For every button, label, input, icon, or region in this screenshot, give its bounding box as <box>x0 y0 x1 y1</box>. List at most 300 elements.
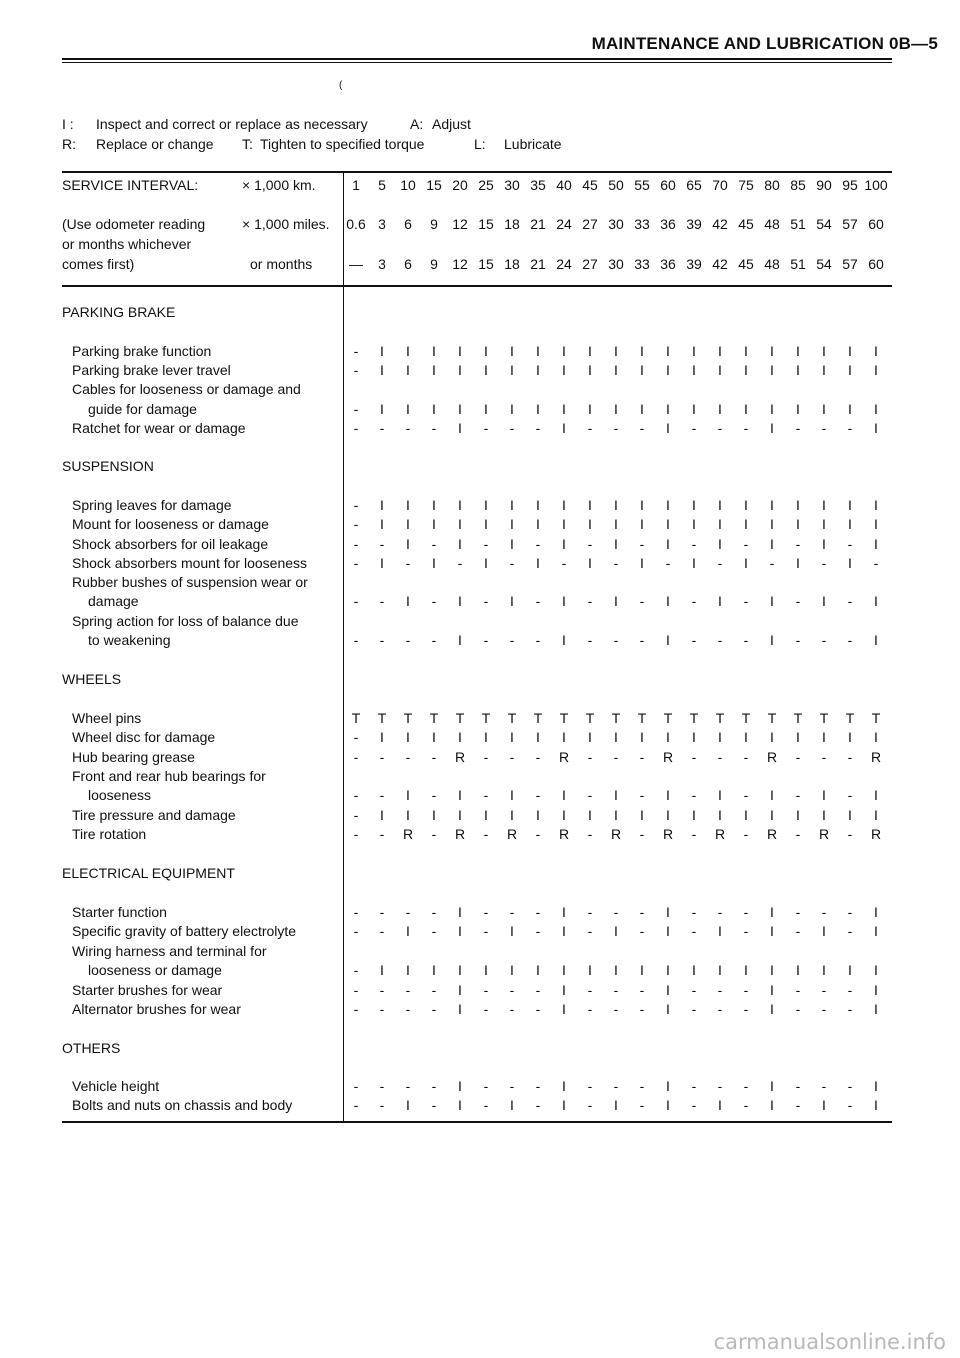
schedule-mark: I <box>380 555 384 571</box>
schedule-mark: - <box>743 826 749 842</box>
schedule-row <box>346 362 880 380</box>
schedule-mark: - <box>743 923 749 939</box>
schedule-mark: I <box>406 343 410 359</box>
schedule-mark: I <box>848 343 852 359</box>
schedule-mark: - <box>847 904 853 920</box>
interval-months-value: 24 <box>556 256 572 272</box>
schedule-mark: I <box>484 962 488 978</box>
schedule-mark: - <box>717 632 723 648</box>
item-label: Wiring harness and terminal for <box>72 943 267 959</box>
interval-note-line-3: comes first) <box>62 256 135 272</box>
schedule-mark: I <box>458 923 462 939</box>
schedule-mark: I <box>614 593 618 609</box>
schedule-mark: - <box>821 555 827 571</box>
schedule-mark: - <box>379 904 385 920</box>
schedule-mark: - <box>613 555 619 571</box>
schedule-mark: R <box>870 826 882 842</box>
interval-miles-value: 21 <box>530 216 546 232</box>
item-label: Wheel pins <box>72 710 142 726</box>
schedule-mark: I <box>666 982 670 998</box>
schedule-mark: I <box>536 555 540 571</box>
schedule-mark: I <box>484 516 488 532</box>
schedule-mark: - <box>717 1078 723 1094</box>
interval-months-value: 60 <box>868 256 884 272</box>
schedule-mark: - <box>353 1078 359 1094</box>
schedule-mark: - <box>613 1001 619 1017</box>
schedule-mark: I <box>432 343 436 359</box>
schedule-mark: I <box>432 516 436 532</box>
schedule-mark: I <box>458 1001 462 1017</box>
schedule-mark: T <box>481 710 491 726</box>
schedule-mark: I <box>406 729 410 745</box>
schedule-mark: I <box>432 729 436 745</box>
schedule-mark: - <box>795 749 801 765</box>
schedule-row <box>346 904 880 922</box>
schedule-mark: - <box>691 826 697 842</box>
schedule-mark: I <box>822 401 826 417</box>
schedule-mark: I <box>562 536 566 552</box>
schedule-mark: - <box>353 923 359 939</box>
schedule-mark: I <box>770 1001 774 1017</box>
schedule-mark: I <box>874 1078 878 1094</box>
interval-months-value: 39 <box>686 256 702 272</box>
schedule-mark: - <box>795 632 801 648</box>
schedule-mark: T <box>663 710 673 726</box>
schedule-mark: - <box>665 555 671 571</box>
schedule-mark: I <box>614 729 618 745</box>
item-label: guide for damage <box>88 401 197 417</box>
schedule-mark: I <box>614 401 618 417</box>
schedule-mark: I <box>458 807 462 823</box>
schedule-row <box>346 536 880 554</box>
schedule-mark: I <box>796 497 800 513</box>
interval-months-value: 27 <box>582 256 598 272</box>
schedule-mark: I <box>380 729 384 745</box>
schedule-mark: - <box>587 787 593 803</box>
schedule-mark: - <box>353 982 359 998</box>
schedule-mark: - <box>847 1078 853 1094</box>
schedule-mark: I <box>640 555 644 571</box>
schedule-mark: I <box>744 343 748 359</box>
schedule-mark: - <box>353 787 359 803</box>
schedule-mark: I <box>406 362 410 378</box>
item-label: Parking brake lever travel <box>72 362 231 378</box>
item-label: Rubber bushes of suspension wear or <box>72 574 308 590</box>
schedule-mark: I <box>640 401 644 417</box>
item-label: Starter function <box>72 904 167 920</box>
schedule-mark: - <box>561 555 567 571</box>
schedule-mark: - <box>795 1001 801 1017</box>
schedule-mark: I <box>510 807 514 823</box>
schedule-mark: - <box>431 536 437 552</box>
schedule-mark: I <box>666 962 670 978</box>
schedule-mark: - <box>821 632 827 648</box>
schedule-mark: - <box>379 982 385 998</box>
schedule-mark: I <box>588 729 592 745</box>
legend-code-lubricate: L: <box>474 136 486 152</box>
schedule-mark: - <box>431 904 437 920</box>
schedule-mark: I <box>406 516 410 532</box>
schedule-mark: - <box>431 787 437 803</box>
schedule-mark: I <box>562 904 566 920</box>
schedule-mark: I <box>614 343 618 359</box>
schedule-mark: I <box>718 401 722 417</box>
table-bottom-rule <box>62 1121 892 1123</box>
schedule-mark: I <box>796 962 800 978</box>
interval-months-value: 6 <box>404 256 412 272</box>
schedule-mark: I <box>588 555 592 571</box>
schedule-mark: - <box>509 1078 515 1094</box>
schedule-mark: R <box>662 826 674 842</box>
schedule-mark: R <box>454 749 466 765</box>
item-label: Cables for looseness or damage and <box>72 381 301 397</box>
interval-months-value: 9 <box>430 256 438 272</box>
item-label: Spring action for loss of balance due <box>72 613 299 629</box>
interval-values-miles <box>346 216 884 234</box>
interval-miles-value: 39 <box>686 216 702 232</box>
schedule-mark: I <box>874 923 878 939</box>
schedule-mark: R <box>714 826 726 842</box>
schedule-mark: I <box>848 362 852 378</box>
schedule-mark: I <box>588 497 592 513</box>
schedule-mark: I <box>770 729 774 745</box>
interval-months-value: 48 <box>764 256 780 272</box>
schedule-mark: I <box>744 362 748 378</box>
item-label: Ratchet for wear or damage <box>72 420 246 436</box>
schedule-mark: - <box>483 632 489 648</box>
schedule-mark: I <box>692 401 696 417</box>
interval-months-value: 30 <box>608 256 624 272</box>
interval-miles-value: 9 <box>430 216 438 232</box>
schedule-mark: I <box>536 516 540 532</box>
interval-miles-value: 45 <box>738 216 754 232</box>
schedule-mark: - <box>379 826 385 842</box>
schedule-mark: I <box>458 497 462 513</box>
schedule-mark: I <box>770 923 774 939</box>
schedule-mark: - <box>379 1078 385 1094</box>
schedule-mark: I <box>822 343 826 359</box>
schedule-mark: - <box>717 420 723 436</box>
schedule-mark: - <box>431 593 437 609</box>
schedule-mark: I <box>432 962 436 978</box>
schedule-mark: I <box>770 632 774 648</box>
item-label: Wheel disc for damage <box>72 729 216 745</box>
schedule-mark: T <box>793 710 803 726</box>
schedule-mark: - <box>847 632 853 648</box>
schedule-row <box>346 497 880 515</box>
item-label: Hub bearing grease <box>72 749 195 765</box>
interval-note-line-1: (Use odometer reading <box>62 216 206 232</box>
schedule-mark: - <box>613 749 619 765</box>
schedule-mark: I <box>562 632 566 648</box>
schedule-mark: I <box>692 343 696 359</box>
schedule-row <box>346 401 880 419</box>
schedule-mark: R <box>506 826 518 842</box>
schedule-mark: - <box>483 593 489 609</box>
schedule-mark: I <box>458 593 462 609</box>
schedule-mark: I <box>718 962 722 978</box>
schedule-mark: I <box>692 555 696 571</box>
schedule-mark: I <box>380 516 384 532</box>
legend-text-adjust: Adjust <box>432 116 471 132</box>
schedule-mark: T <box>819 710 829 726</box>
interval-miles-value: 57 <box>842 216 858 232</box>
schedule-mark: - <box>353 807 359 823</box>
interval-months-value: 42 <box>712 256 728 272</box>
schedule-mark: R <box>818 826 830 842</box>
schedule-mark: I <box>588 962 592 978</box>
schedule-mark: I <box>692 807 696 823</box>
schedule-mark: - <box>795 787 801 803</box>
schedule-mark: I <box>770 362 774 378</box>
schedule-mark: - <box>379 1097 385 1113</box>
schedule-mark: I <box>406 497 410 513</box>
schedule-mark: I <box>432 555 436 571</box>
schedule-mark: I <box>380 401 384 417</box>
interval-miles-value: 36 <box>660 216 676 232</box>
schedule-mark: - <box>847 749 853 765</box>
schedule-mark: T <box>429 710 439 726</box>
schedule-mark: - <box>353 420 359 436</box>
schedule-mark: - <box>821 749 827 765</box>
item-label: Tire rotation <box>72 826 147 842</box>
schedule-mark: T <box>559 710 569 726</box>
schedule-mark: I <box>406 1097 410 1113</box>
schedule-mark: - <box>691 923 697 939</box>
schedule-row <box>346 343 880 361</box>
interval-miles-value: 51 <box>790 216 806 232</box>
schedule-mark: I <box>640 729 644 745</box>
schedule-mark: - <box>483 420 489 436</box>
item-label: Front and rear hub bearings for <box>72 768 266 784</box>
schedule-mark: I <box>406 593 410 609</box>
schedule-mark: I <box>536 729 540 745</box>
schedule-mark: I <box>848 555 852 571</box>
schedule-mark: - <box>743 420 749 436</box>
schedule-mark: - <box>535 787 541 803</box>
schedule-mark: - <box>717 904 723 920</box>
schedule-mark: I <box>744 497 748 513</box>
schedule-mark: - <box>587 904 593 920</box>
schedule-mark: - <box>795 420 801 436</box>
schedule-mark: I <box>718 807 722 823</box>
schedule-mark: I <box>458 1097 462 1113</box>
header-rule <box>62 58 892 60</box>
schedule-mark: I <box>614 516 618 532</box>
schedule-mark: - <box>535 1078 541 1094</box>
schedule-mark: I <box>822 729 826 745</box>
schedule-mark: - <box>483 923 489 939</box>
schedule-mark: I <box>666 1001 670 1017</box>
schedule-mark: I <box>666 1097 670 1113</box>
schedule-mark: I <box>432 807 436 823</box>
schedule-mark: - <box>743 749 749 765</box>
schedule-row <box>346 1078 880 1096</box>
schedule-mark: I <box>562 1097 566 1113</box>
schedule-mark: I <box>458 362 462 378</box>
schedule-mark: T <box>715 710 725 726</box>
schedule-mark: I <box>666 516 670 532</box>
schedule-mark: - <box>483 1078 489 1094</box>
schedule-mark: - <box>587 1001 593 1017</box>
header-rule-thin <box>62 62 892 63</box>
schedule-mark: I <box>770 1097 774 1113</box>
schedule-mark: I <box>718 343 722 359</box>
schedule-mark: T <box>689 710 699 726</box>
schedule-mark: I <box>562 420 566 436</box>
schedule-mark: - <box>795 923 801 939</box>
schedule-mark: I <box>432 401 436 417</box>
interval-km-value: 40 <box>556 177 572 193</box>
schedule-mark: T <box>871 710 881 726</box>
schedule-mark: I <box>666 1078 670 1094</box>
schedule-mark: - <box>535 904 541 920</box>
schedule-mark: - <box>379 536 385 552</box>
schedule-mark: R <box>558 826 570 842</box>
schedule-mark: I <box>458 420 462 436</box>
schedule-mark: I <box>562 962 566 978</box>
schedule-mark: - <box>743 632 749 648</box>
interval-miles-value: 27 <box>582 216 598 232</box>
schedule-mark: - <box>691 749 697 765</box>
interval-values-km <box>346 177 888 195</box>
schedule-mark: I <box>380 497 384 513</box>
schedule-mark: I <box>380 807 384 823</box>
schedule-mark: I <box>666 923 670 939</box>
schedule-mark: T <box>507 710 517 726</box>
schedule-mark: - <box>509 632 515 648</box>
schedule-mark: - <box>795 982 801 998</box>
schedule-mark: I <box>718 1097 722 1113</box>
schedule-mark: - <box>379 923 385 939</box>
interval-miles-value: 3 <box>378 216 386 232</box>
schedule-mark: T <box>351 710 361 726</box>
schedule-mark: I <box>822 362 826 378</box>
schedule-mark: - <box>353 632 359 648</box>
schedule-mark: I <box>458 729 462 745</box>
interval-km-value: 100 <box>864 177 888 193</box>
schedule-mark: - <box>691 632 697 648</box>
schedule-mark: I <box>562 401 566 417</box>
schedule-mark: - <box>509 982 515 998</box>
schedule-mark: I <box>406 962 410 978</box>
schedule-mark: I <box>640 497 644 513</box>
schedule-mark: I <box>770 962 774 978</box>
interval-miles-value: 60 <box>868 216 884 232</box>
schedule-mark: I <box>510 343 514 359</box>
schedule-mark: I <box>874 787 878 803</box>
interval-km-value: 10 <box>400 177 416 193</box>
interval-months-value: 51 <box>790 256 806 272</box>
schedule-mark: T <box>845 710 855 726</box>
schedule-mark: I <box>458 962 462 978</box>
schedule-mark: I <box>588 807 592 823</box>
schedule-mark: I <box>640 343 644 359</box>
schedule-mark: I <box>874 420 878 436</box>
schedule-mark: I <box>666 787 670 803</box>
schedule-mark: I <box>770 420 774 436</box>
schedule-mark: - <box>691 536 697 552</box>
schedule-row <box>346 787 880 805</box>
schedule-mark: - <box>353 729 359 745</box>
schedule-row <box>346 516 880 534</box>
schedule-mark: I <box>770 497 774 513</box>
interval-km-value: 30 <box>504 177 520 193</box>
schedule-mark: R <box>454 826 466 842</box>
interval-months-value: 45 <box>738 256 754 272</box>
schedule-mark: - <box>743 1001 749 1017</box>
schedule-mark: - <box>431 632 437 648</box>
schedule-mark: - <box>847 787 853 803</box>
interval-note-line-2: or months whichever <box>62 236 192 252</box>
schedule-mark: - <box>483 749 489 765</box>
item-label: Specific gravity of battery electrolyte <box>72 923 297 939</box>
schedule-mark: I <box>692 497 696 513</box>
schedule-mark: - <box>717 1001 723 1017</box>
schedule-mark: I <box>744 807 748 823</box>
schedule-mark: I <box>484 343 488 359</box>
schedule-mark: R <box>870 749 882 765</box>
schedule-mark: - <box>431 1001 437 1017</box>
schedule-mark: - <box>613 904 619 920</box>
schedule-mark: I <box>770 787 774 803</box>
interval-km-value: 50 <box>608 177 624 193</box>
schedule-mark: I <box>406 807 410 823</box>
schedule-mark: - <box>639 749 645 765</box>
stray-mark: ( <box>339 80 343 91</box>
schedule-mark: - <box>639 536 645 552</box>
schedule-mark: - <box>431 749 437 765</box>
schedule-mark: I <box>562 593 566 609</box>
schedule-mark: T <box>741 710 751 726</box>
schedule-mark: - <box>353 962 359 978</box>
schedule-mark: I <box>874 401 878 417</box>
schedule-mark: - <box>535 420 541 436</box>
item-label: Mount for looseness or damage <box>72 516 269 532</box>
schedule-mark: I <box>640 516 644 532</box>
schedule-mark: T <box>377 710 387 726</box>
schedule-mark: I <box>692 729 696 745</box>
interval-km-value: 60 <box>660 177 676 193</box>
interval-months-value: 3 <box>378 256 386 272</box>
schedule-mark: - <box>405 1078 411 1094</box>
item-label: looseness <box>88 787 152 803</box>
interval-km-value: 65 <box>686 177 702 193</box>
item-label: Shock absorbers for oil leakage <box>72 536 269 552</box>
schedule-mark: I <box>770 343 774 359</box>
schedule-mark: I <box>640 807 644 823</box>
schedule-mark: - <box>587 1078 593 1094</box>
schedule-mark: I <box>874 343 878 359</box>
schedule-mark: I <box>458 536 462 552</box>
schedule-mark: - <box>353 749 359 765</box>
schedule-mark: R <box>662 749 674 765</box>
legend-text-inspect: Inspect and correct or replace as necessary <box>96 116 368 132</box>
schedule-mark: T <box>585 710 595 726</box>
schedule-mark: - <box>639 632 645 648</box>
schedule-mark: I <box>562 807 566 823</box>
schedule-mark: - <box>691 982 697 998</box>
schedule-mark: T <box>403 710 413 726</box>
schedule-mark: I <box>770 807 774 823</box>
schedule-mark: - <box>405 555 411 571</box>
schedule-mark: - <box>405 420 411 436</box>
schedule-mark: I <box>458 632 462 648</box>
schedule-mark: - <box>587 536 593 552</box>
interval-km-value: 90 <box>816 177 832 193</box>
schedule-mark: I <box>562 923 566 939</box>
schedule-mark: I <box>796 555 800 571</box>
